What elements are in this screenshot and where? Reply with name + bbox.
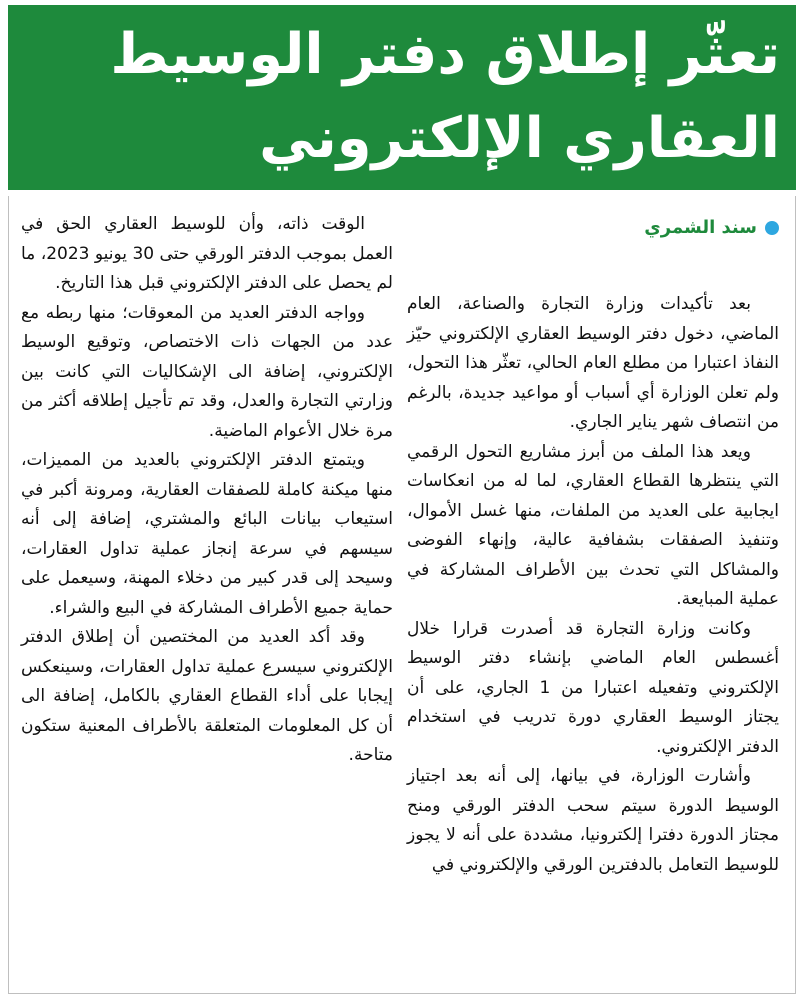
paragraph: ويتمتع الدفتر الإلكتروني بالعديد من المميزات، منها ميكنة كاملة للصفقات العقارية، ومرونة أكبر في استيعاب بيانات البائع والمشتري، إضافة إلى أنه سيسهم في سرعة إنجاز عملية تداول العقارات، وسيحد إلى قدر كبير من دخلاء المهنة، وسيعمل على حماية جميع الأطراف المشاركة في البيع والشراء. — [21, 450, 393, 618]
headline-line-1: تعثّر إطلاق دفتر الوسيط — [110, 22, 780, 87]
paragraph: وكانت وزارة التجارة قد أصدرت قرارا خلال أغسطس العام الماضي بإنشاء دفتر الوسيط الإلكتروني وتفعيله اعتبارا من 1 الجاري، على أن يجتاز الوسيط العقاري دورة تدريب في استخدام الدفتر الإلكتروني. — [407, 618, 779, 757]
paragraph: بعد تأكيدات وزارة التجارة والصناعة، العام الماضي، دخول دفتر الوسيط العقاري الإلكتروني حيّز النفاذ اعتبارا من مطلع العام الحالي، تعثّر هذا التحول، ولم تعلن الوزارة أي أسباب أو مواعيد جديدة، بالرغم من انتصاف شهر يناير الجاري. — [407, 294, 779, 432]
headline-line-2: العقاري الإلكتروني — [259, 106, 780, 171]
paragraph: ويعد هذا الملف من أبرز مشاريع التحول الرقمي التي ينتظرها القطاع العقاري، لما له من انعكاسات ايجابية على العديد من الملفات، منها غسل الأموال، وتنفيذ الصفقات بشفافية عالية، وإنهاء الفوضى والمشاكل التي تحدث بين الأطراف المشاركة في عملية المبايعة. — [407, 441, 779, 609]
article-body — [8, 196, 796, 994]
author-name: سند الشمري — [644, 217, 757, 239]
paragraph: وقد أكد العديد من المختصين أن إطلاق الدفتر الإلكتروني سيسرع عملية تداول العقارات، وسينعكس إيجابا على أداء القطاع العقاري بالكامل، إضافة الى أن كل المعلومات المتعلقة بالأطراف المعنية ستكون متاحة. — [21, 627, 393, 765]
right-column-text — [407, 290, 779, 880]
article-column-left — [21, 210, 393, 771]
bullet-dot-icon — [765, 221, 779, 235]
headline-banner — [8, 5, 796, 190]
headline — [24, 13, 780, 181]
byline — [407, 212, 779, 244]
paragraph: الوقت ذاته، وأن للوسيط العقاري الحق في العمل بموجب الدفتر الورقي حتى 30 يونيو 2023، ما لم يحصل على الدفتر الإلكتروني قبل هذا التاريخ. — [21, 214, 393, 293]
paragraph: وأشارت الوزارة، في بيانها، إلى أنه بعد اجتياز الوسيط الدورة سيتم سحب الدفتر الورقي ومنح مجتاز الدورة دفترا إلكترونيا، مشددة على أنه لا يجوز للوسيط التعامل بالدفترين الورقي والإلكتروني في — [407, 766, 779, 875]
paragraph: وواجه الدفتر العديد من المعوقات؛ منها ربطه مع عدد من الجهات ذات الاختصاص، وتوقيع الوسيط الإلكتروني، إضافة الى الإشكاليات التي كانت بين وزارتي التجارة والعدل، وقد تم تأجيل إطلاقه أكثر من مرة خلال الأعوام الماضية. — [21, 302, 393, 441]
article-column-right — [407, 196, 779, 880]
